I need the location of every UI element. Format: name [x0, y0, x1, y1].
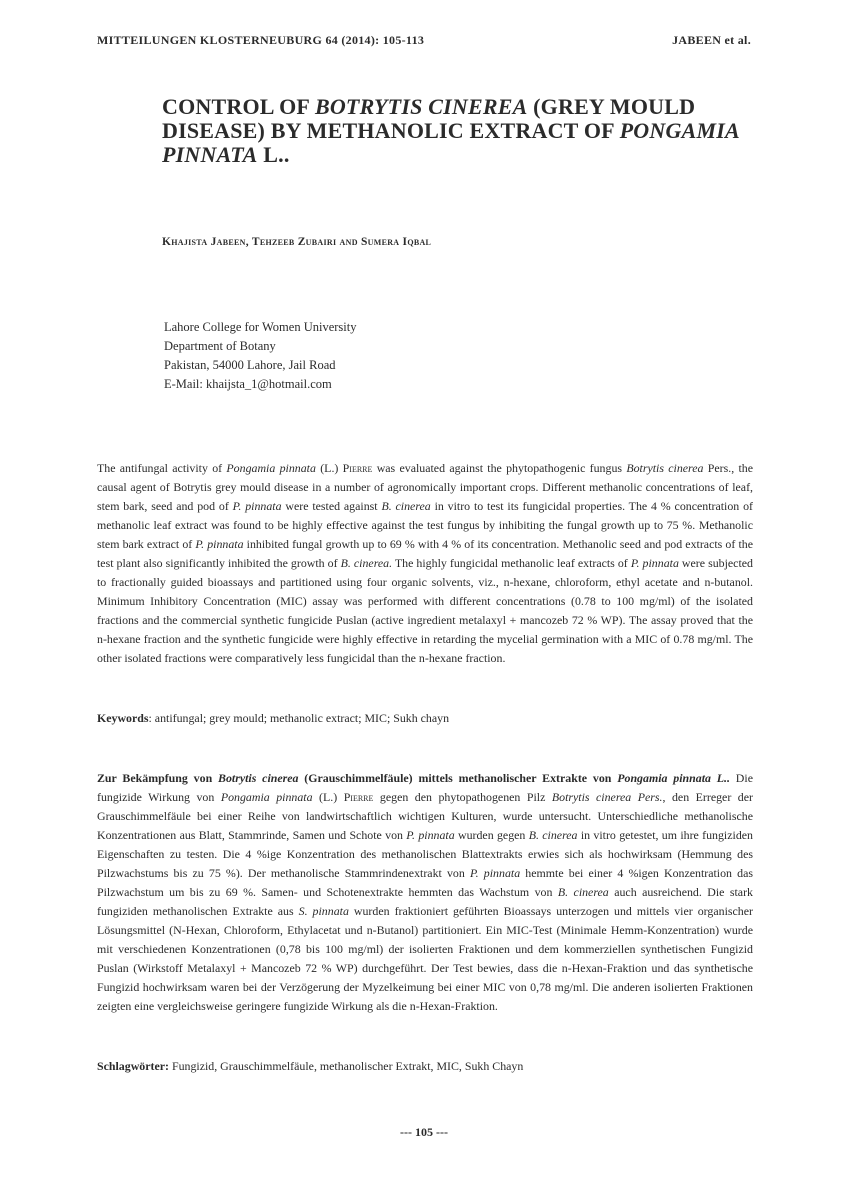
abstract-text: were tested against [281, 499, 382, 513]
german-text: wurden gegen [454, 828, 529, 842]
german-text: (L.) [312, 790, 344, 804]
german-keywords [97, 1057, 753, 1076]
german-keywords-label: Schlagwörter: [97, 1059, 169, 1073]
abstract-italic: B. cinerea [381, 499, 431, 513]
abstract-italic: P. pinnata [195, 537, 244, 551]
english-abstract [97, 459, 753, 668]
german-heading-italic: Pongamia pinnata L.. [617, 771, 730, 785]
abstract-italic: B. cinerea. [340, 556, 393, 570]
german-italic: P. pinnata [406, 828, 455, 842]
abstract-italic: P. pinnata [630, 556, 679, 570]
affiliation-institution: Lahore College for Women University [164, 320, 357, 334]
abstract-text: Pers., the causal agent of Botrytis grey mould disease in a number of agronomically important crops. Different methanolic concentrations of leaf, stem bark, seed and pod of [97, 461, 753, 513]
title-species-italic: PONGAMIA PINNATA [162, 118, 739, 167]
abstract-text: (L.) [315, 461, 343, 475]
abstract-italic: P. pinnata [232, 499, 282, 513]
abstract-text: were subjected to fractionally guided bioassays and partitioned using four organic solvents, viz., n-hexane, chloroform, ethyl acetate and n-butanol. Minimum Inhibitory Concentration (MIC) assay was performed with different concentrations (0.78 to 100 mg/ml) of the isolated fractions and the commercial synthetic fungicide Puslan (active ingredient metalaxyl + mancozeb 72 % WP). The assay proved that the n-hexane fraction and the synthetic fungicide were highly effective in retarding the mycelial germination with a MIC of 0.78 mg/ml. The other isolated fractions were comparatively less fungicidal than the n-hexane fraction. [97, 556, 753, 665]
german-italic: S. pinnata [298, 904, 349, 918]
german-abstract [97, 769, 753, 1016]
german-keywords-text: Fungizid, Grauschimmelfäule, methanolischer Extrakt, MIC, Sukh Chayn [168, 1059, 524, 1073]
author-names: Khajista Jabeen, Tehzeeb Zubairi and Sumera Iqbal [162, 236, 432, 248]
german-italic: B. cinerea [528, 828, 578, 842]
abstract-italic: Pongamia pinnata [226, 461, 316, 475]
german-heading-italic: Botrytis cinerea [218, 771, 299, 785]
german-text: Die fungizide Wirkung von [97, 771, 753, 804]
german-italic: Botrytis cinerea Pers. [551, 790, 663, 804]
german-text: wurden fraktioniert geführten Bioassays unterzogen und mittels vier organischer Lösungsmittel (N-Hexan, Chloroform, Ethylacetat und n-Butanol) partitioniert. Ein MIC-Test (Minimale Hemm-Konzentration) wurde mit verschiedenen Konzentrationen (0,78 bis 100 mg/ml) der isolierten Fraktionen und dem kommerziellen synthetischen Fungizid Puslan (Wirkstoff Metalaxyl + Mancozeb 72 % WP) durchgeführt. Der Test bewies, dass die n-Hexan-Fraktion und das synthetische Fungizid hochwirksam waren bei der Verzögerung der Myzelkeimung bei einer MIC von 0,78 mg/ml. Die anderen isolierten Fraktionen zeigten eine vergleichsweise geringere fungizide Wirkung als die n-Hexan-Fraktion. [97, 904, 753, 1013]
german-heading-text: Zur Bekämpfung von [97, 771, 219, 785]
german-text: auch ausreichend. Die stark fungiziden methanolischen Extrakte aus [97, 885, 753, 918]
abstract-text: The highly fungicidal methanolic leaf extracts of [392, 556, 631, 570]
keywords [97, 709, 753, 728]
keywords-label: Keywords [97, 711, 149, 725]
affiliation-email: E-Mail: khaijsta_1@hotmail.com [164, 377, 332, 391]
running-author: JABEEN et al. [672, 33, 751, 47]
abstract-italic: Botrytis cinerea [626, 461, 704, 475]
german-heading [97, 771, 730, 785]
authors [162, 236, 431, 248]
affiliation-block [164, 318, 356, 394]
german-heading-text: (Grauschimmelfäule) mittels methanolischer Extrakte von [298, 771, 618, 785]
page-number: --- 105 --- [400, 1125, 448, 1139]
german-text: in vitro getestet, um ihre fungiziden Eigenschaften zu testen. Die 4 %ige Konzentration des methanolischen Blattextrakts erwies sich als hochwirksam (Hemmung des Pilzwachstums bis zu 75 %). Der methanolische Stammrindenextrakt von [97, 828, 753, 880]
title-part: L.. [257, 142, 290, 167]
abstract-text: The antifungal activity of [97, 461, 227, 475]
german-italic: B. cinerea [557, 885, 609, 899]
affiliation-address: Pakistan, 54000 Lahore, Jail Road [164, 358, 336, 372]
abstract-text: was evaluated against the phytopathogenic fungus [372, 461, 627, 475]
german-italic: Pongamia pinnata [220, 790, 313, 804]
title-genus-italic: BOTRYTIS CINEREA [314, 94, 528, 119]
german-smallcaps: Pierre [343, 790, 374, 804]
abstract-text: in vitro to test its fungicidal properties. The 4 % concentration of methanolic leaf extract was found to be highly effective against the test fungus by inhibiting the fungal growth up to 75 %. Methanolic stem bark extract of [97, 499, 753, 551]
german-text: , den Erreger der Grauschimmelfäule bei einer Reihe von landwirtschaftlich wichtigen Kulturen, wurde untersucht. Unterschiedliche methanolische Konzentrationen aus Blatt, Stammrinde, Samen und Schote von [97, 790, 753, 842]
german-text: gegen den phytopathogenen Pilz [373, 790, 552, 804]
german-italic: P. pinnata [469, 866, 521, 880]
abstract-smallcaps: Pierre [342, 461, 373, 475]
article-title [162, 95, 762, 167]
title-part: CONTROL OF [162, 94, 315, 119]
journal-citation: MITTEILUNGEN KLOSTERNEUBURG 64 (2014): 105-113 [97, 33, 425, 47]
affiliation-department: Department of Botany [164, 339, 276, 353]
title-part: (GREY MOULD DISEASE) BY METHANOLIC EXTRACT OF [162, 94, 696, 143]
german-text: hemmte bei einer 4 %igen Konzentration das Pilzwachstum um bis zu 69 %. Samen- und Schotenextrakte hemmten das Wachstum von [97, 866, 754, 899]
abstract-text: inhibited fungal growth up to 69 % with 4 % of its concentration. Methanolic seed and pod extracts of the test plant also significantly inhibited the growth of [97, 537, 753, 570]
keywords-text: : antifungal; grey mould; methanolic extract; MIC; Sukh chayn [148, 711, 450, 725]
